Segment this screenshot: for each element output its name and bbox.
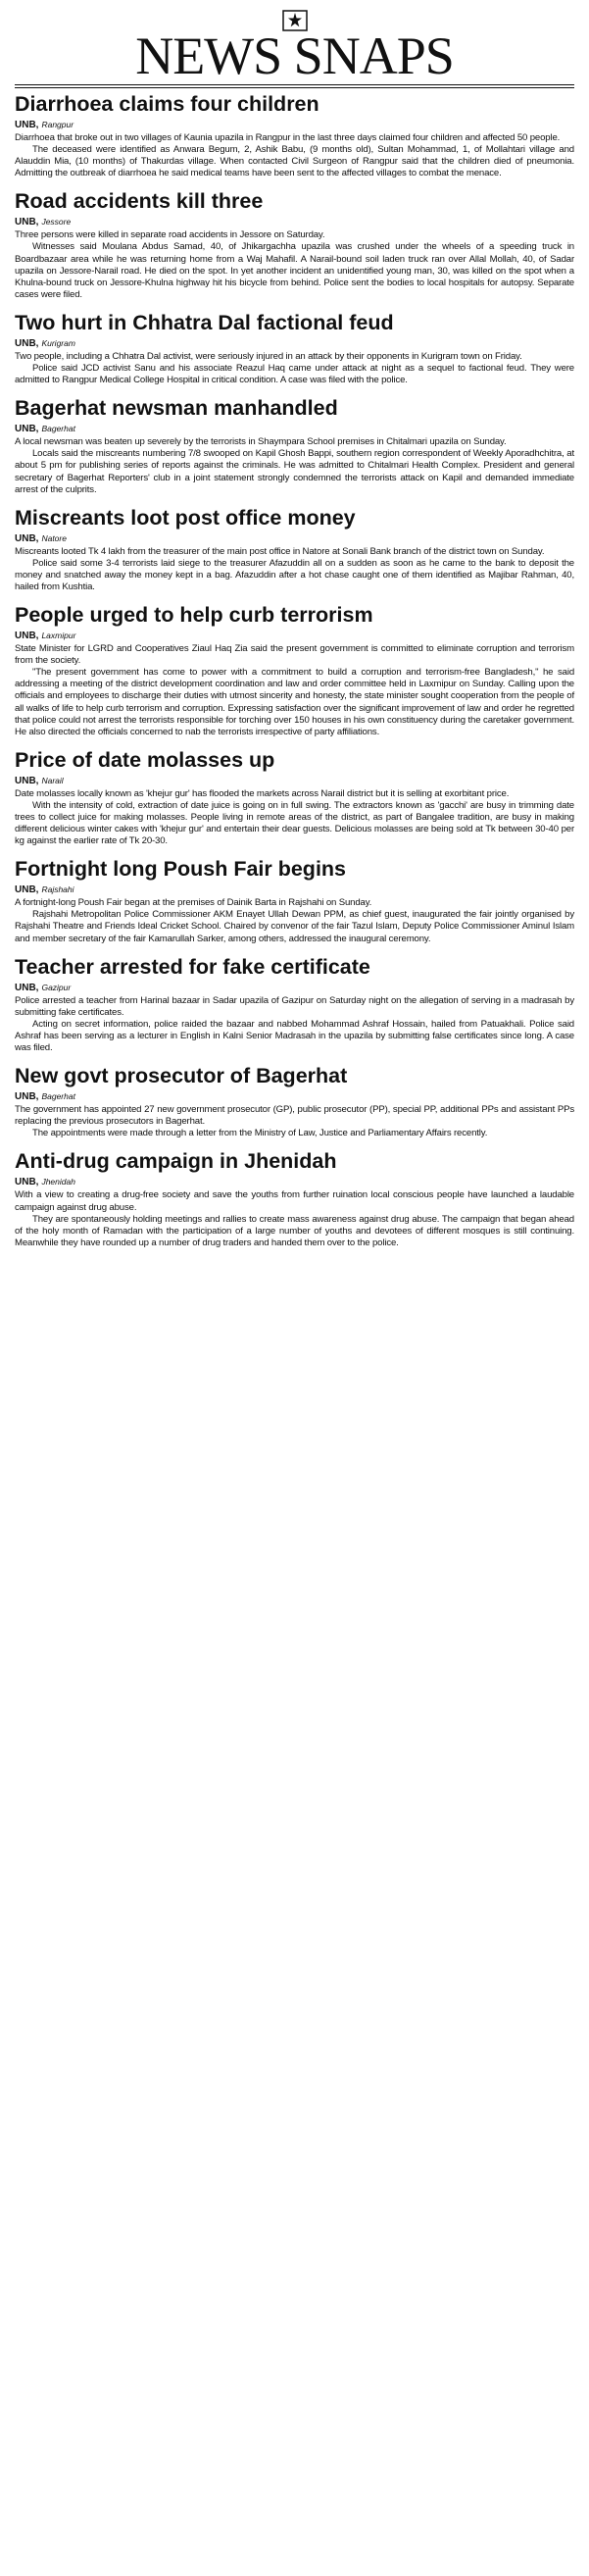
story-body: [15, 229, 574, 301]
news-page: [15, 0, 574, 1255]
story-place: Jessore: [41, 217, 72, 227]
story-agency: UNB,: [15, 1091, 39, 1103]
story-byline: [15, 338, 574, 349]
masthead: [15, 10, 574, 88]
story-paragraph: Police said JCD activist Sanu and his associate Reazul Haq came under attack at night as a sequel to factional feud. They were admitted to Rangpur Medical College Hospital in critical condition. A case was filed with the police.: [15, 363, 574, 386]
story-headline: People urged to help curb terrorism: [15, 603, 373, 628]
story-place: Kurigram: [41, 337, 75, 348]
story-body: [15, 132, 574, 179]
story-headline: Road accidents kill three: [15, 189, 264, 214]
story-paragraph: Diarrhoea that broke out in two villages of Kaunia upazila in Rangpur in the last three days claimed four children and affected 50 people.: [15, 132, 561, 143]
story-paragraph: Police arrested a teacher from Harinal bazaar in Sadar upazila of Gazipur on Saturday night on the allegation of serving in a madrasah by submitting fake certificates.: [15, 994, 574, 1018]
story-paragraph: Date molasses locally known as 'khejur gur' has flooded the markets across Narail district but it is selling at exorbitant price.: [15, 787, 510, 799]
story-paragraph: With a view to creating a drug-free society and save the youths from further ruination local conscious people have launched a laudable campaign against drug abuse.: [15, 1189, 574, 1213]
story-headline: Anti-drug campaign in Jhenidah: [15, 1149, 337, 1174]
story-paragraph: Rajshahi Metropolitan Police Commissioner AKM Enayet Ullah Dewan PPM, as chief guest, inaugurated the fair jointly organised by Rajshahi Theatre and Friends Ideal Cricket School. Chaired by convenor of the fair Tazul Islam, Deputy Police Commissioner Aminul Islam and member secretary of the fair Kamarullah Sarker, among others, addressed the inaugural ceremony.: [15, 909, 574, 944]
story-byline: [15, 776, 574, 786]
story-list: [15, 88, 574, 1255]
story-paragraph: With the intensity of cold, extraction of date juice is going on in full swing. The extractors known as 'gacchi' are busy in trimming date trees to collect juice for making molasses. People living in remote areas of the district, as part of Bangalee tradition, are busy in making different delicious winter cakes with 'khejur gur' and entertain their dear guests. Delicious molasses are being sold at Tk between 30-40 per kg against the earlier rate of Tk 20-30.: [15, 799, 574, 847]
story-place: Gazipur: [41, 982, 72, 992]
news-story: [15, 599, 574, 744]
story-headline: New govt prosecutor of Bagerhat: [15, 1064, 348, 1088]
story-paragraph: Acting on secret information, police raided the bazaar and nabbed Mohammad Ashraf Hossain, hailed from Patuakhali. Police said Ashraf has been serving as a lecturer in English in Kalni Senior Madrasah in the upazila by submitting false certificates since long. A case was filed.: [15, 1018, 574, 1054]
page-title: NEWS SNAPS: [135, 26, 454, 85]
news-story: [15, 1145, 574, 1254]
news-story: [15, 744, 574, 853]
story-agency: UNB,: [15, 775, 39, 786]
story-byline: [15, 1177, 574, 1187]
story-body: [15, 1104, 574, 1139]
story-paragraph: Police said some 3-4 terrorists laid siege to the treasurer Afazuddin all on a sudden as soon as he came to the bank to deposit the money and snatched away the money kept in a bag. Afazuddin after a hot chase caught one of them identified as Majibar Rahman, 40, hailed from Kushtia.: [15, 557, 574, 592]
news-story: [15, 1060, 574, 1145]
story-paragraph: The government has appointed 27 new government prosecutor (GP), public prosecutor (PP), special PP, additional PPs and assistant PPs replacing the previous prosecutors in Bagerhat.: [15, 1104, 574, 1128]
story-place: Bagerhat: [41, 424, 75, 434]
news-story: [15, 502, 574, 599]
story-headline: Price of date molasses up: [15, 747, 275, 772]
story-body: [15, 351, 574, 386]
story-paragraph: Two people, including a Chhatra Dal activist, were seriously injured in an attack by their opponents in Kurigram town on Friday.: [15, 350, 522, 362]
story-headline: Teacher arrested for fake certificate: [15, 954, 370, 979]
news-story: [15, 88, 574, 185]
story-agency: UNB,: [15, 1177, 39, 1188]
news-story: [15, 392, 574, 501]
story-body: [15, 897, 574, 944]
story-byline: [15, 884, 574, 895]
story-body: [15, 643, 574, 738]
story-headline: Miscreants loot post office money: [15, 505, 356, 530]
story-agency: UNB,: [15, 424, 39, 435]
story-paragraph: Miscreants looted Tk 4 lakh from the treasurer of the main post office in Natore at Sonali Bank branch of the district town on Sunday.: [15, 545, 545, 557]
story-place: Natore: [41, 532, 67, 543]
story-body: [15, 995, 574, 1054]
story-body: [15, 1189, 574, 1248]
story-byline: [15, 983, 574, 993]
story-byline: [15, 533, 574, 544]
story-byline: [15, 631, 574, 641]
story-place: Rangpur: [41, 120, 74, 129]
story-body: [15, 546, 574, 593]
story-body: [15, 788, 574, 847]
story-place: Rajshahi: [41, 884, 74, 895]
story-place: Laxmipur: [41, 631, 76, 641]
story-agency: UNB,: [15, 631, 39, 642]
story-body: [15, 436, 574, 495]
story-paragraph: The appointments were made through a letter from the Ministry of Law, Justice and Parliamentary Affairs recently.: [32, 1128, 488, 1139]
story-paragraph: Locals said the miscreants numbering 7/8 swooped on Kapil Ghosh Bappi, southern region correspondent of Weekly Aporadhchitra, at about 5 pm for publishing series of reports against the criminals. He was admitted to Chitalmari Health Complex. President and general secretary of Bagerhat Reporters' club in a joint statement strongly condemned the terrorists attack on Kapil and demanded immediate arrest of the culprits.: [15, 448, 574, 495]
news-story: [15, 307, 574, 392]
story-agency: UNB,: [15, 337, 39, 349]
story-agency: UNB,: [15, 532, 39, 544]
story-paragraph: A fortnight-long Poush Fair began at the premises of Dainik Barta in Rajshahi on Sunday.: [15, 897, 372, 909]
story-agency: UNB,: [15, 884, 39, 896]
story-place: Jhenidah: [41, 1177, 75, 1187]
news-story: [15, 185, 574, 307]
story-agency: UNB,: [15, 217, 39, 228]
news-story: [15, 853, 574, 950]
story-byline: [15, 217, 574, 227]
story-paragraph: A local newsman was beaten up severely by the terrorists in Shaympara School premises in Chitalmari upazila on Sunday.: [15, 436, 507, 448]
news-story: [15, 951, 574, 1060]
story-place: Bagerhat: [41, 1091, 75, 1102]
story-agency: UNB,: [15, 120, 39, 130]
story-headline: Diarrhoea claims four children: [15, 92, 319, 116]
story-headline: Bagerhat newsman manhandled: [15, 396, 338, 421]
story-headline: Fortnight long Poush Fair begins: [15, 857, 347, 882]
story-paragraph: "The present government has come to power with a commitment to build a corruption and terrorism-free Bangladesh," he said addressing a meeting of the district development coordination and law and order committee held in Laxmipur on Sunday. Calling upon the officials and employees to discharge their duties with utmost sincerity and honesty, the state minister sought cooperation from the people of all walks of life to help curb terrorism and corruption. Expressing satisfaction over the significant improvement of law and order he regretted that police could not arrest the terrorists responsible for torching over 150 houses in his own constituency during the caretaker government. He also directed the officials concerned to nab the terrorists irrespective of party affiliations.: [15, 667, 574, 737]
story-paragraph: Witnesses said Moulana Abdus Samad, 40, of Jhikargachha upazila was crushed under the wheels of a speeding truck in Boardbazaar area while he was returning home from a Waj Mahafil. A Narail-bound soil laden truck ran over Allal Mollah, 40, of Sadar upazila on Jessore-Narail road. He died on the spot. In yet another incident an unidentified young man, 30, was killed on the spot when a Khulna-bound truck on Jessore-Khulna highway hit his bicycle from behind. Police sent the bodies to local hospitals for autopsy. Separate cases were filed.: [15, 241, 574, 300]
story-paragraph: They are spontaneously holding meetings and rallies to create mass awareness against drug abuse. The campaign that began ahead of the holy month of Ramadan with the participation of a large number of youths and devotees of different mosques is still continuing. Meanwhile they have rounded up a number of drug traders and handed them over to the police.: [15, 1213, 574, 1248]
story-paragraph: Three persons were killed in separate road accidents in Jessore on Saturday.: [15, 229, 325, 241]
story-agency: UNB,: [15, 982, 39, 993]
story-byline: [15, 1091, 574, 1102]
story-place: Narail: [41, 775, 64, 785]
story-headline: Two hurt in Chhatra Dal factional feud: [15, 310, 394, 334]
story-paragraph: State Minister for LGRD and Cooperatives Ziaul Haq Zia said the present government is committed to eliminate corruption and terrorism from the society.: [15, 643, 574, 667]
story-paragraph: The deceased were identified as Anwara Begum, 2, Ashik Babu, (9 months old), Sultan Mohammad, 1, of Mollahtari village and Alauddin Mia, (10 months) of Thakurdas village. When contacted Civil Surgeon of Rangpur said that the children died of pneumonia. Admitting the outbreak of diarrhoea he said medical teams have been sent to the affected villages to combat the menace.: [15, 144, 574, 179]
story-byline: [15, 120, 574, 130]
story-byline: [15, 424, 574, 434]
